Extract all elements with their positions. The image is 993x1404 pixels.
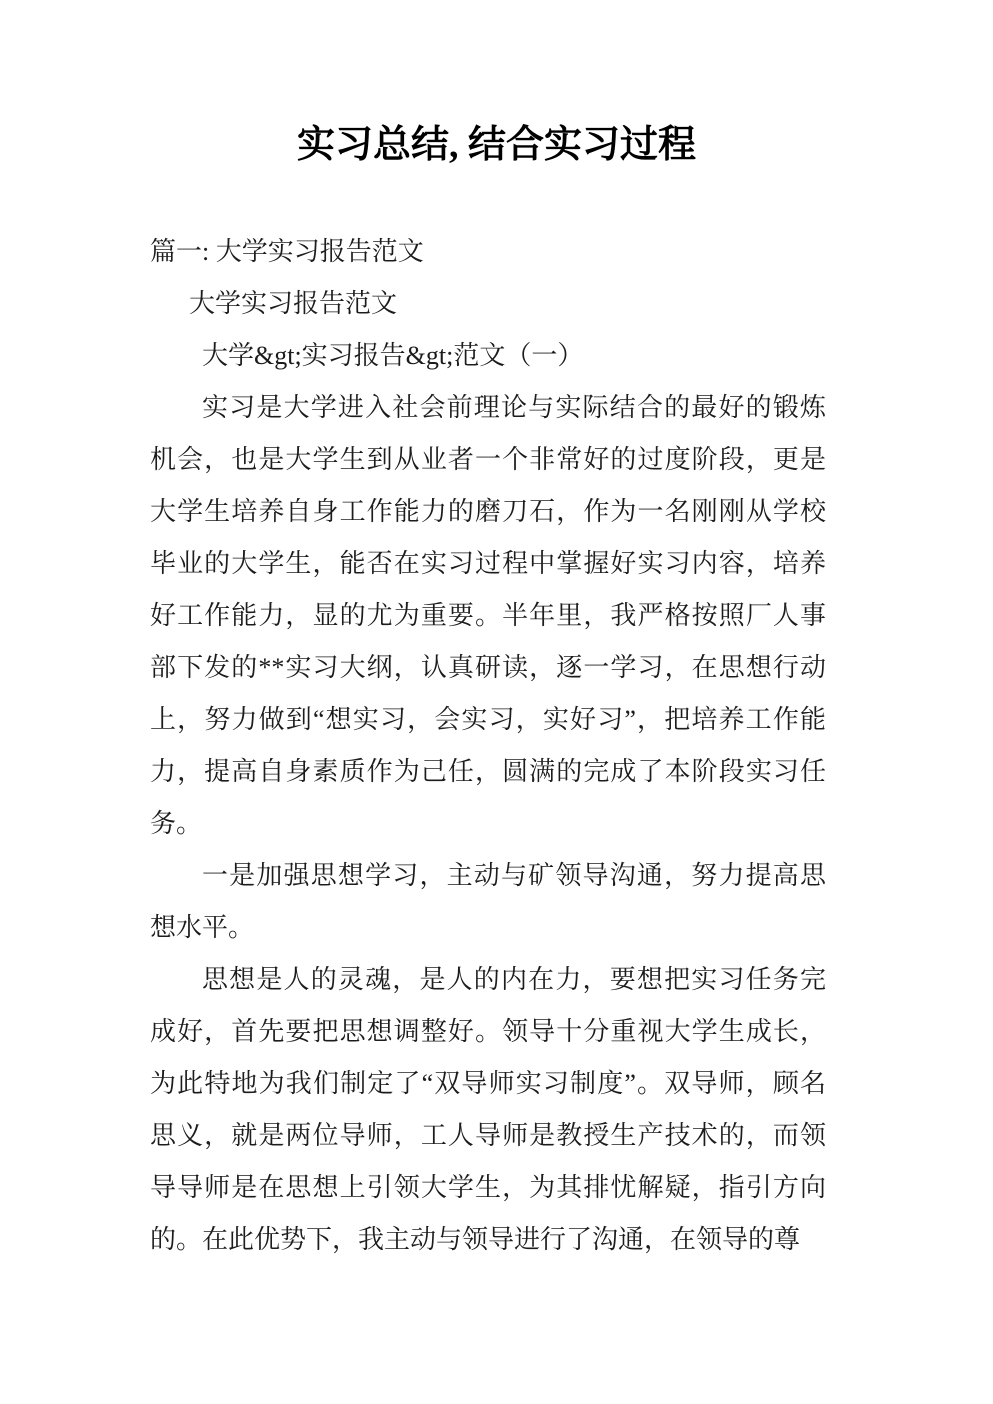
text-line: 思义，就是两位导师，工人导师是教授生产技术的，而领 (150, 1121, 826, 1150)
text-line: 务。 (150, 809, 203, 838)
text-line: 毕业的大学生，能否在实习过程中掌握好实习内容，培养 (150, 549, 826, 578)
paragraph-subtitle (150, 278, 826, 330)
text-line: 思想是人的灵魂，是人的内在力，要想把实习任务完 (202, 965, 826, 994)
paragraph-body (150, 954, 826, 1266)
text-line: 篇一: 大学实习报告范文 (150, 237, 424, 266)
text-line: 部下发的**实习大纲，认真研读，逐一学习，在思想行动 (150, 653, 826, 682)
text-line: 大学实习报告范文 (189, 289, 398, 318)
paragraph-body (150, 382, 826, 850)
text-line: 成好，首先要把思想调整好。领导十分重视大学生成长， (150, 1017, 826, 1046)
paragraph-subtitle (150, 330, 826, 382)
text-line: 实习是大学进入社会前理论与实际结合的最好的锻炼 (202, 393, 826, 422)
text-line: 的。在此优势下，我主动与领导进行了沟通，在领导的尊 (150, 1225, 801, 1254)
paragraph-body (150, 850, 826, 954)
text-line: 力，提高自身素质作为己任，圆满的完成了本阶段实习任 (150, 757, 826, 786)
text-line: 上，努力做到“想实习，会实习，实好习”，把培养工作能 (150, 705, 826, 734)
document-body (150, 226, 826, 1266)
text-line: 导导师是在思想上引领大学生，为其排忧解疑，指引方向 (150, 1173, 826, 1202)
text-line: 大学生培养自身工作能力的磨刀石，作为一名刚刚从学校 (150, 497, 826, 526)
text-line: 想水平。 (150, 913, 255, 942)
text-line: 好工作能力，显的尤为重要。半年里，我严格按照厂人事 (150, 601, 826, 630)
document-title: 实习总结, 结合实习过程 (296, 124, 696, 166)
text-line: 一是加强思想学习，主动与矿领导沟通，努力提高思 (202, 861, 826, 890)
text-line: 机会，也是大学生到从业者一个非常好的过度阶段，更是 (150, 445, 826, 474)
paragraph-section-heading (150, 226, 826, 278)
text-line: 大学&gt;实习报告&gt;范文（一） (202, 341, 584, 370)
text-line: 为此特地为我们制定了“双导师实习制度”。双导师，顾名 (150, 1069, 826, 1098)
